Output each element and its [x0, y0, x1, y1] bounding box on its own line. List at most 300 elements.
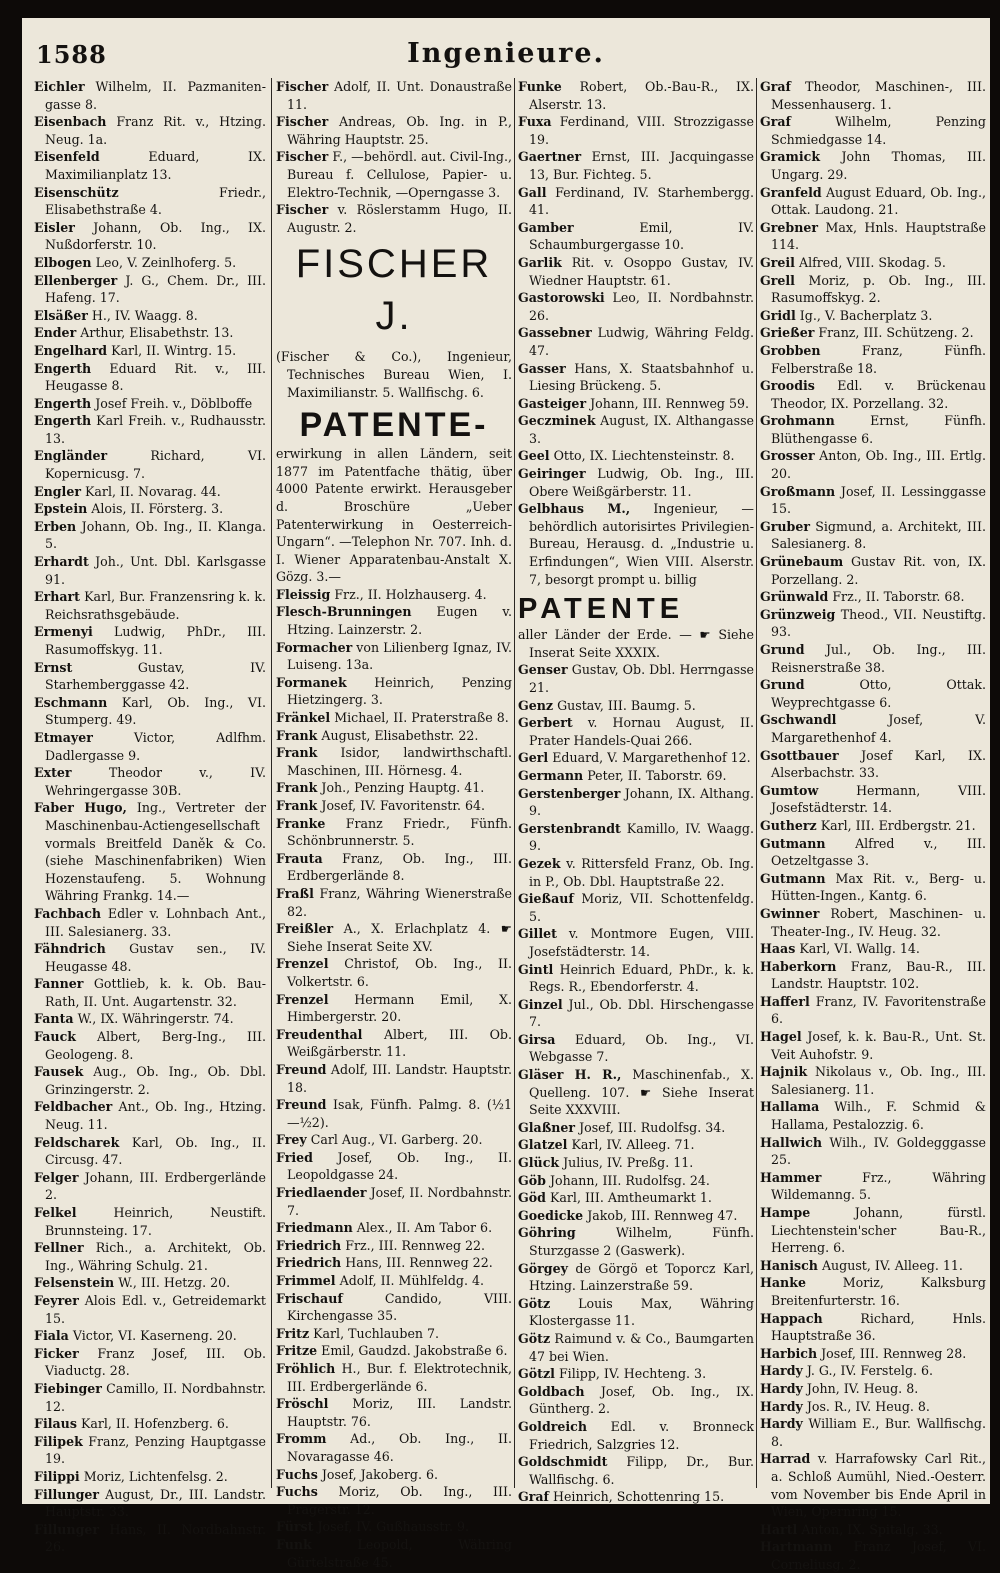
entry-surname: Grebner — [760, 219, 819, 235]
entry-surname: Großmann — [760, 483, 836, 499]
entry-surname: Gelbhaus M., — [518, 501, 631, 517]
entry-surname: Görgey — [518, 1260, 568, 1276]
directory-entry — [518, 412, 754, 447]
entry-details: August, Dr., III. Landstr. Hauptstr. 33. — [45, 1486, 266, 1520]
entry-details: Ludwig, PhDr., III. Rasumoffskyg. 11. — [45, 624, 266, 657]
ad-fischer-text: (Fischer & Co.), Ingenieur, Technisches Bureau Wien, I. Maximilianstr. 5. Wallfischg. 6. — [276, 349, 512, 400]
directory-entry — [518, 254, 754, 289]
entry-details: J. G., IV. Ferstelg. 6. — [806, 1363, 934, 1379]
entry-details: H., IV. Waagg. 8. — [91, 307, 198, 323]
entry-details: Louis Max, Währing Klostergasse 11. — [529, 1295, 754, 1329]
entry-details: Alex., II. Am Tabor 6. — [356, 1220, 493, 1236]
entry-surname: Gutherz — [760, 817, 817, 833]
entry-details: Jos. R., IV. Heug. 8. — [806, 1398, 930, 1414]
entry-details: August, Elisabethstr. 22. — [321, 727, 479, 743]
directory-entry — [34, 1010, 266, 1028]
entry-details: Isak, Fünfh. Palmg. 8. (½1—½2). — [287, 1097, 512, 1130]
directory-entry — [34, 113, 266, 148]
entry-surname: Frischauf — [276, 1290, 343, 1306]
entry-details: Joh., Penzing Hauptg. 41. — [321, 780, 485, 796]
entry-details: Josef, III. Rennweg 28. — [821, 1345, 967, 1361]
entry-surname: Hartl — [760, 1521, 798, 1537]
entry-surname: Engerth — [34, 395, 92, 411]
entry-details: Heinrich, Schottenring 15. — [552, 1489, 725, 1505]
entry-surname: Graf — [760, 79, 791, 94]
entry-details: Filipp, Dr., Bur. Wallfischg. 6. — [529, 1454, 754, 1487]
entry-surname: Elsäßer — [34, 307, 88, 323]
directory-entry — [34, 483, 266, 501]
column-3-bottom-entries — [518, 661, 754, 1506]
column-2 — [276, 78, 512, 1570]
entry-surname: Freißler — [276, 921, 334, 937]
entry-surname: Glück — [518, 1155, 560, 1171]
directory-entry — [34, 1415, 266, 1433]
entry-surname: Fillunger — [34, 1486, 100, 1502]
directory-entry — [34, 1468, 266, 1486]
entry-surname: Grünwald — [760, 589, 829, 605]
directory-entry — [760, 219, 986, 254]
ad-patente-title: PATENTE — [518, 593, 685, 626]
entry-details: Albert, III. Ob. Weißgärberstr. 11. — [287, 1026, 512, 1060]
entry-surname: Friedmann — [276, 1220, 353, 1236]
entry-surname: Faber Hugo, — [34, 800, 127, 816]
entry-surname: Frauta — [276, 850, 323, 866]
directory-entry — [760, 342, 986, 377]
entry-surname: Fischer — [276, 202, 329, 218]
entry-surname: Fritz — [276, 1325, 310, 1341]
entry-surname: Götz — [518, 1330, 551, 1346]
directory-entry — [518, 785, 754, 820]
entry-details: Joh., Unt. Dbl. Karlsgasse 91. — [45, 554, 266, 587]
entry-details: Edl. v. Bronneck Friedrich, Salzgries 12. — [529, 1418, 754, 1452]
entry-surname: Gerstenbrandt — [518, 820, 621, 836]
entry-surname: Grohmann — [760, 413, 835, 429]
entry-details: v. Harrafowsky Carl Rit., a. Schloß Aumühl, Nied.-Oesterr. vom November bis Ende April in Wien, Opernring 15. — [771, 1451, 986, 1520]
entry-surname: Funk — [276, 1536, 312, 1552]
directory-entry — [760, 412, 986, 447]
directory-entry — [276, 1061, 512, 1096]
entry-details: Ing., Vertreter der Maschinenbau-Actiengesellschaft vormals Breitfeld Daněk & Co. (siehe Maschinenfabriken) Wien Hozenstaufeng. 5. Wohnung Währing Frankg. 14.— — [45, 800, 266, 904]
entry-details: W., III. Hetzg. 20. — [118, 1275, 231, 1291]
entry-details: Wilhelm, II. Pazmaniten-gasse 8. — [45, 79, 266, 112]
entry-details: Karl, Ob. Ing., VI. Stumperg. 49. — [45, 694, 266, 728]
entry-details: Wilh., F. Schmid & Hallama, Pestalozzig. 6. — [771, 1099, 986, 1133]
entry-details: Ferdinand, IV. Starhembergg. 41. — [529, 184, 754, 218]
entry-surname: Erben — [34, 518, 77, 534]
entry-details: Eduard, V. Margarethenhof 12. — [552, 750, 751, 766]
entry-surname: Gamber — [518, 219, 574, 235]
entry-details: Karl, III. Amtheumarkt 1. — [549, 1190, 712, 1206]
entry-surname: Etmayer — [34, 729, 93, 745]
entry-details: Josef, Ob. Ing., II. Leopoldgasse 24. — [287, 1149, 512, 1183]
entry-surname: Elbogen — [34, 254, 92, 270]
entry-details: Ant., Ob. Ing., Htzing. Neug. 11. — [45, 1099, 266, 1133]
directory-entry — [34, 1345, 266, 1380]
entry-surname: Goedicke — [518, 1207, 584, 1223]
entry-surname: Eisenfeld — [34, 149, 100, 165]
page-number: 1588 — [36, 40, 107, 69]
directory-entry — [518, 78, 754, 113]
entry-details: Otto, Ottak. Weyprechtgasse 6. — [771, 677, 986, 710]
directory-entry — [760, 1538, 986, 1573]
entry-surname: Freund — [276, 1061, 327, 1077]
entry-details: Arthur, Elisabethstr. 13. — [80, 325, 234, 341]
directory-entry — [518, 714, 754, 749]
entry-details: Karl, Tuchlauben 7. — [313, 1325, 440, 1341]
entry-surname: Ermenyi — [34, 624, 93, 640]
ad-patente-text: erwirkung in allen Ländern, seit 1877 im Patentfache thätig, über 4000 Patente erwirkt. Herausgeber d. Broschüre „Ueber Patenterwirkung in Oesterreich-Ungarn“. —Telephon Nr. 707. Inh. d. I. Wiener Apparatenbau-Anstalt X. Gözg. 3.— — [276, 446, 512, 585]
ad-patente-title: PATENTE- — [299, 406, 489, 445]
directory-entry — [518, 360, 754, 395]
entry-surname: Feldscharek — [34, 1134, 120, 1150]
entry-surname: Franke — [276, 815, 326, 831]
directory-entry — [34, 219, 266, 254]
entry-details: Richard, VI. Kopernicusg. 7. — [45, 448, 266, 482]
entry-surname: Hagel — [760, 1029, 802, 1045]
entry-details: John Thomas, III. Ungarg. 29. — [771, 149, 986, 182]
directory-entry — [760, 1450, 986, 1520]
directory-entry — [760, 78, 986, 113]
entry-surname: Erhart — [34, 589, 81, 605]
entry-surname: Frank — [276, 727, 318, 743]
entry-details: Ferdinand, VIII. Strozzigasse 19. — [529, 114, 754, 147]
entry-surname: Hardy — [760, 1380, 803, 1396]
column-3 — [518, 78, 754, 1505]
entry-details: Johann, IX. Althang. 9. — [529, 785, 754, 819]
directory-entry — [276, 991, 512, 1026]
entry-details: Moriz, III. Landstr. Hauptstr. 76. — [287, 1396, 512, 1429]
directory-entry — [34, 1521, 266, 1556]
entry-surname: Ender — [34, 325, 77, 341]
entry-details: Heinrich, Penzing Hietzingerg. 3. — [287, 674, 512, 708]
entry-surname: Feyrer — [34, 1292, 79, 1308]
directory-entry — [760, 905, 986, 940]
directory-entry — [760, 835, 986, 870]
entry-surname: Gall — [518, 184, 547, 200]
entry-details: Frz., Währing Wildemanng. 5. — [771, 1169, 986, 1203]
entry-surname: Haberkorn — [760, 958, 837, 974]
directory-entry — [34, 1134, 266, 1169]
entry-details: Anton, IX. Spitalg. 33. — [801, 1521, 943, 1537]
entry-surname: Grosser — [760, 448, 815, 464]
directory-entry — [518, 395, 754, 413]
entry-details: Edl. v. Brückenau Theodor, IX. Porzellang. 32. — [771, 378, 986, 411]
directory-entry — [518, 767, 754, 785]
entry-details: Aug., Ob. Ing., Ob. Dbl. Grinzingerstr. 2. — [45, 1064, 266, 1097]
entry-surname: Fritze — [276, 1343, 318, 1359]
entry-surname: Groodis — [760, 378, 815, 394]
directory-entry — [518, 925, 754, 960]
entry-surname: Geczminek — [518, 413, 596, 429]
directory-entry — [518, 961, 754, 996]
entry-surname: Garlik — [518, 254, 562, 270]
directory-entry — [518, 1453, 754, 1488]
directory-entry — [518, 1224, 754, 1259]
directory-entry — [518, 500, 754, 588]
directory-entry — [276, 1325, 512, 1343]
directory-entry — [518, 184, 754, 219]
directory-entry — [518, 1172, 754, 1190]
entry-surname: Gerstenberger — [518, 785, 621, 801]
directory-page — [22, 18, 990, 1572]
directory-entry — [760, 1257, 986, 1275]
directory-entry — [518, 1330, 754, 1365]
entry-details: Hermann Emil, X. Himbergerstr. 20. — [287, 991, 512, 1025]
entry-details: Carl Aug., VI. Garberg. 20. — [310, 1132, 483, 1148]
directory-entry — [276, 78, 512, 113]
entry-surname: Gezek — [518, 855, 561, 871]
entry-details: Eugen v. Htzing. Lainzerstr. 2. — [287, 604, 512, 638]
directory-entry — [760, 1274, 986, 1309]
directory-entry — [760, 1310, 986, 1345]
entry-details: Karl, II. Wintrg. 15. — [111, 342, 237, 358]
entry-details: W., IX. Währingerstr. 74. — [77, 1011, 234, 1027]
entry-surname: Friedrich — [276, 1237, 342, 1253]
directory-entry — [34, 324, 266, 342]
directory-entry — [518, 447, 754, 465]
directory-entry — [518, 1383, 754, 1418]
entry-surname: Harrad — [760, 1451, 811, 1467]
entry-details: Candido, VIII. Kirchengasse 35. — [287, 1290, 512, 1324]
directory-entry — [760, 1028, 986, 1063]
entry-surname: Fischer — [276, 149, 329, 165]
entry-surname: Epstein — [34, 501, 88, 517]
entry-details: Otto, IX. Liechtensteinstr. 8. — [553, 448, 735, 464]
entry-surname: Fröschl — [276, 1396, 329, 1412]
entry-details: Moriz, VII. Schottenfeldg. 5. — [529, 891, 754, 924]
directory-entry — [760, 113, 986, 148]
directory-entry — [518, 749, 754, 767]
directory-entry — [276, 1483, 512, 1518]
directory-entry — [34, 307, 266, 325]
entry-details: Josef, V. Margarethenhof 4. — [771, 712, 986, 745]
entry-surname: Glatzel — [518, 1137, 568, 1153]
entry-details: Heinrich Eduard, PhDr., k. k. Regs. R., Ebendorferstr. 4. — [529, 961, 754, 995]
column-3-top-entries — [518, 78, 754, 588]
entry-details: Karl, VI. Wallg. 14. — [799, 941, 920, 957]
directory-entry — [276, 727, 512, 745]
entry-details: Theodor, Maschinen-, III. Messenhauserg. 1. — [771, 79, 986, 112]
entry-details: Ludwig, Währing Feldg. 47. — [529, 325, 754, 358]
directory-entry — [34, 1327, 266, 1345]
entry-details: Josef Freih. v., Döblboffe — [95, 395, 253, 411]
entry-details: Josef, III. Rudolfsg. 34. — [579, 1119, 726, 1135]
entry-surname: Hafferl — [760, 993, 810, 1009]
entry-surname: Grobben — [760, 342, 821, 358]
entry-surname: Ginzel — [518, 996, 563, 1012]
entry-surname: Fanner — [34, 976, 84, 992]
directory-entry — [34, 905, 266, 940]
directory-entry — [34, 764, 266, 799]
entry-details: Andreas, Ob. Ing. in P., Währing Hauptstr. 25. — [287, 114, 512, 147]
entry-details: Karl, IV. Alleeg. 71. — [571, 1137, 695, 1153]
directory-entry — [760, 272, 986, 307]
entry-details: Ingenieur, —behördlich autorisirtes Privilegien-Bureau, Herausg. d. „Industrie u. Erfindungen“, Wien VIII. Alserstr. 7, besorgt prompt u. billig — [529, 501, 754, 587]
entry-surname: Goldschmidt — [518, 1454, 608, 1470]
entry-surname: Eichler — [34, 79, 85, 94]
directory-entry — [276, 1096, 512, 1131]
directory-entry — [276, 1395, 512, 1430]
directory-entry — [276, 1237, 512, 1255]
entry-surname: Gsottbauer — [760, 747, 839, 763]
entry-details: Josef, k. k. Bau-R., Unt. St. Veit Auhofstr. 9. — [771, 1029, 986, 1062]
entry-surname: Harbich — [760, 1345, 818, 1361]
directory-entry — [34, 553, 266, 588]
entry-surname: Gschwandl — [760, 712, 837, 728]
directory-entry — [276, 603, 512, 638]
entry-details: Christof, Ob. Ing., II. Volkertstr. 6. — [287, 956, 512, 989]
directory-entry — [276, 1184, 512, 1219]
directory-entry — [518, 890, 754, 925]
entry-details: Anton, Ob. Ing., III. Ertlg. 20. — [771, 448, 986, 482]
entry-surname: Fraßl — [276, 885, 314, 901]
entry-surname: Fuxa — [518, 114, 552, 130]
entry-surname: Formanek — [276, 674, 347, 690]
directory-entry — [34, 395, 266, 413]
directory-entry — [760, 518, 986, 553]
directory-entry — [34, 148, 266, 183]
directory-entry — [276, 1518, 512, 1536]
directory-entry — [760, 184, 986, 219]
entry-details: Josef, Jakoberg. 6. — [321, 1466, 438, 1482]
entry-surname: Gießauf — [518, 891, 574, 907]
directory-entry — [276, 113, 512, 148]
entry-details: Frz., II. Taborstr. 68. — [832, 589, 965, 605]
entry-surname: Gaertner — [518, 149, 582, 165]
entry-details: Karl Freih. v., Rudhausstr. 13. — [45, 413, 266, 446]
entry-surname: Eschmann — [34, 694, 108, 710]
directory-entry — [518, 1260, 754, 1295]
entry-details: Emil, Gaudzd. Jakobstraße 6. — [321, 1343, 508, 1359]
entry-surname: Eisenschütz — [34, 184, 119, 200]
entry-surname: Fränkel — [276, 710, 331, 726]
entry-surname: Göd — [518, 1190, 546, 1206]
directory-entry — [34, 729, 266, 764]
entry-surname: Ernst — [34, 659, 73, 675]
directory-entry — [760, 711, 986, 746]
entry-details: Moriz, Kalksburg Breitenfurterstr. 16. — [771, 1275, 986, 1308]
entry-details: Max, Hnls. Hauptstraße 114. — [771, 219, 986, 253]
directory-entry — [760, 606, 986, 641]
entry-surname: Gutmann — [760, 835, 826, 851]
entry-details: Adolf, II. Unt. Donaustraße 11. — [287, 79, 512, 112]
entry-surname: Gumtow — [760, 782, 819, 798]
entry-surname: Haas — [760, 941, 796, 957]
entry-details: Karl, Ob. Ing., II. Circusg. 47. — [45, 1134, 266, 1168]
directory-entry — [276, 885, 512, 920]
directory-entry — [760, 324, 986, 342]
entry-details: Rich., a. Architekt, Ob. Ing., Währing Schulg. 21. — [45, 1240, 266, 1273]
directory-entry — [34, 412, 266, 447]
entry-surname: Fillunger — [34, 1521, 100, 1537]
directory-entry — [518, 113, 754, 148]
entry-surname: Genz — [518, 697, 554, 713]
entry-surname: Formacher — [276, 639, 353, 655]
entry-surname: Greil — [760, 254, 795, 270]
entry-details: Hans, X. Staatsbahnhof u. Liesing Brückeng. 5. — [529, 360, 754, 394]
fischer-advertisement — [276, 238, 512, 586]
entry-surname: Engelhard — [34, 342, 108, 358]
entry-details: Johann, Ob. Ing., II. Klanga. 5. — [45, 518, 266, 552]
entry-details: Raimund v. & Co., Baumgarten 47 bei Wien. — [529, 1330, 754, 1364]
entry-details: Alfred, VIII. Skodag. 5. — [799, 254, 946, 270]
entry-details: Adolf, III. Landstr. Hauptstr. 18. — [287, 1061, 512, 1095]
directory-entry — [760, 1204, 986, 1257]
entry-surname: Gintl — [518, 961, 554, 977]
page-title: Ingenieure. — [407, 38, 605, 69]
directory-entry — [760, 483, 986, 518]
entry-surname: Fischer — [276, 114, 329, 130]
directory-entry — [34, 694, 266, 729]
entry-details: Gottlieb, k. k. Ob. Bau-Rath, II. Unt. Augartenstr. 32. — [45, 976, 266, 1009]
column-1 — [34, 78, 267, 1555]
entry-details: Jul., Ob. Dbl. Hirschengasse 7. — [529, 996, 754, 1030]
entry-surname: Göhring — [518, 1225, 576, 1241]
directory-entry — [276, 1272, 512, 1290]
entry-surname: Engerth — [34, 360, 92, 376]
entry-details: Franz Friedr., Fünfh. Schönbrunnerstr. 5. — [287, 815, 512, 849]
entry-details: Johann, III. Erdbergerlände 2. — [45, 1169, 266, 1203]
entry-surname: Feldbacher — [34, 1099, 113, 1115]
directory-entry — [34, 1380, 266, 1415]
entry-details: Leopold, Währing Gürtelstraße 45. — [287, 1536, 512, 1570]
entry-surname: Girsa — [518, 1031, 556, 1047]
directory-entry — [760, 1398, 986, 1416]
entry-details: Leo, V. Zeinlhoferg. 5. — [95, 254, 237, 270]
entry-details: Alois Edl. v., Getreidemarkt 15. — [45, 1292, 266, 1326]
directory-entry — [34, 940, 266, 975]
directory-entry — [518, 1154, 754, 1172]
directory-entry — [34, 588, 266, 623]
entry-surname: Goldbach — [518, 1383, 585, 1399]
directory-entry — [760, 1134, 986, 1169]
entry-surname: Hanisch — [760, 1257, 818, 1273]
directory-entry — [34, 447, 266, 482]
directory-entry — [276, 1290, 512, 1325]
directory-entry — [276, 1026, 512, 1061]
directory-entry — [760, 447, 986, 482]
directory-entry — [276, 815, 512, 850]
entry-surname: Exter — [34, 765, 72, 781]
entry-details: Nikolaus v., Ob. Ing., III. Salesianerg. 11. — [771, 1064, 986, 1097]
directory-entry — [276, 201, 512, 236]
entry-surname: Hardy — [760, 1416, 803, 1432]
entry-surname: Gridl — [760, 307, 796, 323]
entry-surname: Hampe — [760, 1205, 811, 1220]
entry-surname: Fauck — [34, 1029, 76, 1045]
entry-details: Franz, Ob. Ing., III. Erdbergerlände 8. — [287, 850, 512, 884]
page-header — [22, 18, 990, 70]
entry-details: v. Hornau August, II. Prater Handels-Quai 266. — [529, 715, 754, 748]
entry-surname: Fischer — [276, 79, 329, 94]
entry-surname: Fürst — [276, 1519, 314, 1535]
entry-surname: Grünzweig — [760, 606, 836, 622]
entry-surname: Gillet — [518, 926, 557, 942]
directory-entry — [276, 1536, 512, 1571]
entry-details: Gustav, Ob. Dbl. Herrngasse 21. — [529, 662, 754, 695]
entry-details: Gustav, III. Baumg. 5. — [557, 697, 696, 713]
entry-surname: Gerbert — [518, 715, 573, 731]
entry-surname: Frank — [276, 798, 318, 813]
entry-details: Eduard Rit. v., III. Heugasse 8. — [45, 360, 266, 394]
directory-entry — [276, 1342, 512, 1360]
entry-surname: Germann — [518, 767, 584, 783]
entry-surname: Frenzel — [276, 956, 329, 972]
column-divider — [514, 78, 515, 1488]
directory-entry — [276, 1430, 512, 1465]
directory-entry — [760, 641, 986, 676]
entry-surname: Gassebner — [518, 325, 592, 341]
